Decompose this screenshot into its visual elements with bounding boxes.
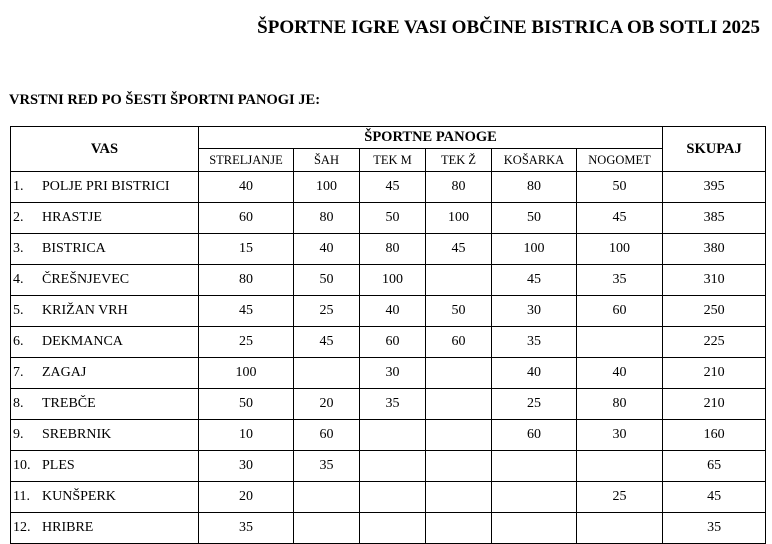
score-cell: 50 — [492, 203, 577, 234]
score-cell — [426, 513, 492, 544]
table-row — [11, 358, 766, 389]
score-cell: 50 — [294, 265, 360, 296]
score-cell: 45 — [199, 296, 294, 327]
village-cell — [11, 172, 199, 203]
table-row — [11, 234, 766, 265]
table-row — [11, 513, 766, 544]
score-cell: 15 — [199, 234, 294, 265]
score-cell — [492, 482, 577, 513]
village-cell — [11, 203, 199, 234]
rank-number: 8. — [13, 396, 24, 411]
score-cell: 25 — [199, 327, 294, 358]
score-cell: 80 — [199, 265, 294, 296]
header-discipline: STRELJANJE — [199, 149, 294, 172]
score-cell: 25 — [577, 482, 663, 513]
total-cell: 310 — [663, 265, 766, 296]
score-cell: 50 — [199, 389, 294, 420]
score-cell: 45 — [577, 203, 663, 234]
total-cell: 160 — [663, 420, 766, 451]
score-cell: 45 — [492, 265, 577, 296]
score-cell: 35 — [294, 451, 360, 482]
score-cell — [426, 389, 492, 420]
village-cell — [11, 296, 199, 327]
score-cell: 60 — [199, 203, 294, 234]
score-cell: 60 — [426, 327, 492, 358]
score-cell — [294, 358, 360, 389]
score-cell — [426, 265, 492, 296]
village-cell — [11, 482, 199, 513]
rank-number: 12. — [13, 520, 31, 535]
score-cell: 80 — [294, 203, 360, 234]
rank-number: 6. — [13, 334, 24, 349]
total-cell: 395 — [663, 172, 766, 203]
village-name: HRASTJE — [42, 210, 102, 225]
score-cell — [577, 451, 663, 482]
score-cell: 35 — [199, 513, 294, 544]
score-cell: 40 — [294, 234, 360, 265]
score-cell: 10 — [199, 420, 294, 451]
score-cell: 45 — [360, 172, 426, 203]
score-cell: 30 — [492, 296, 577, 327]
village-name: PLES — [42, 458, 75, 473]
score-cell — [426, 358, 492, 389]
village-name: SREBRNIK — [42, 427, 112, 442]
rank-number: 9. — [13, 427, 24, 442]
score-cell: 35 — [360, 389, 426, 420]
score-cell — [360, 513, 426, 544]
total-cell: 210 — [663, 358, 766, 389]
total-cell: 225 — [663, 327, 766, 358]
score-cell: 100 — [577, 234, 663, 265]
results-table — [10, 126, 766, 544]
total-cell: 380 — [663, 234, 766, 265]
header-discipline: TEK Ž — [426, 149, 492, 172]
score-cell — [360, 482, 426, 513]
score-cell: 20 — [294, 389, 360, 420]
header-total: SKUPAJ — [663, 127, 766, 172]
score-cell — [294, 513, 360, 544]
rank-number: 4. — [13, 272, 24, 287]
rank-number: 11. — [13, 489, 30, 504]
header-discipline: ŠAH — [294, 149, 360, 172]
header-village: VAS — [11, 127, 199, 172]
village-name: TREBČE — [42, 396, 96, 411]
document-title: ŠPORTNE IGRE VASI OBČINE BISTRICA OB SOTLI 2025 — [257, 17, 760, 38]
total-cell: 35 — [663, 513, 766, 544]
score-cell: 30 — [577, 420, 663, 451]
score-cell: 60 — [294, 420, 360, 451]
table-row — [11, 265, 766, 296]
score-cell — [577, 513, 663, 544]
score-cell — [492, 513, 577, 544]
village-name: ZAGAJ — [42, 365, 87, 380]
score-cell: 45 — [294, 327, 360, 358]
village-name: HRIBRE — [42, 520, 94, 535]
rank-number: 2. — [13, 210, 24, 225]
score-cell: 50 — [577, 172, 663, 203]
score-cell: 30 — [199, 451, 294, 482]
score-cell — [426, 420, 492, 451]
score-cell: 20 — [199, 482, 294, 513]
rank-number: 10. — [13, 458, 31, 473]
village-cell — [11, 451, 199, 482]
village-name: KRIŽAN VRH — [42, 303, 128, 318]
score-cell: 80 — [492, 172, 577, 203]
village-cell — [11, 265, 199, 296]
header-discipline: NOGOMET — [577, 149, 663, 172]
header-row-top — [11, 127, 766, 149]
score-cell — [360, 420, 426, 451]
village-cell — [11, 389, 199, 420]
table-row — [11, 172, 766, 203]
score-cell: 60 — [360, 327, 426, 358]
total-cell: 250 — [663, 296, 766, 327]
score-cell: 60 — [492, 420, 577, 451]
score-cell: 35 — [492, 327, 577, 358]
score-cell — [492, 451, 577, 482]
village-name: BISTRICA — [42, 241, 106, 256]
table-row — [11, 327, 766, 358]
score-cell — [294, 482, 360, 513]
score-cell — [577, 327, 663, 358]
score-cell: 25 — [492, 389, 577, 420]
table-row — [11, 203, 766, 234]
rank-number: 7. — [13, 365, 24, 380]
score-cell: 100 — [199, 358, 294, 389]
score-cell: 40 — [577, 358, 663, 389]
score-cell: 45 — [426, 234, 492, 265]
score-cell: 40 — [492, 358, 577, 389]
score-cell: 100 — [426, 203, 492, 234]
score-cell: 100 — [294, 172, 360, 203]
total-cell: 65 — [663, 451, 766, 482]
total-cell: 45 — [663, 482, 766, 513]
total-cell: 210 — [663, 389, 766, 420]
rank-number: 1. — [13, 179, 24, 194]
village-name: POLJE PRI BISTRICI — [42, 179, 170, 194]
village-cell — [11, 358, 199, 389]
village-cell — [11, 513, 199, 544]
table-row — [11, 389, 766, 420]
header-discipline: KOŠARKA — [492, 149, 577, 172]
table-row — [11, 296, 766, 327]
village-name: DEKMANCA — [42, 334, 123, 349]
score-cell: 80 — [426, 172, 492, 203]
score-cell — [360, 451, 426, 482]
village-name: KUNŠPERK — [42, 489, 116, 504]
rank-number: 3. — [13, 241, 24, 256]
results-body — [11, 172, 766, 544]
score-cell: 60 — [577, 296, 663, 327]
village-cell — [11, 234, 199, 265]
score-cell: 100 — [492, 234, 577, 265]
score-cell: 35 — [577, 265, 663, 296]
total-cell: 385 — [663, 203, 766, 234]
section-subtitle: VRSTNI RED PO ŠESTI ŠPORTNI PANOGI JE: — [9, 92, 321, 108]
score-cell: 40 — [199, 172, 294, 203]
score-cell: 80 — [577, 389, 663, 420]
score-cell — [426, 451, 492, 482]
score-cell: 30 — [360, 358, 426, 389]
table-row — [11, 482, 766, 513]
village-name: ČREŠNJEVEC — [42, 272, 130, 287]
village-cell — [11, 327, 199, 358]
table-row — [11, 420, 766, 451]
score-cell: 100 — [360, 265, 426, 296]
score-cell: 50 — [426, 296, 492, 327]
score-cell: 50 — [360, 203, 426, 234]
score-cell: 40 — [360, 296, 426, 327]
rank-number: 5. — [13, 303, 24, 318]
score-cell: 80 — [360, 234, 426, 265]
header-disciplines-group: ŠPORTNE PANOGE — [199, 127, 663, 149]
header-discipline: TEK M — [360, 149, 426, 172]
score-cell — [426, 482, 492, 513]
village-cell — [11, 420, 199, 451]
score-cell: 25 — [294, 296, 360, 327]
table-row — [11, 451, 766, 482]
